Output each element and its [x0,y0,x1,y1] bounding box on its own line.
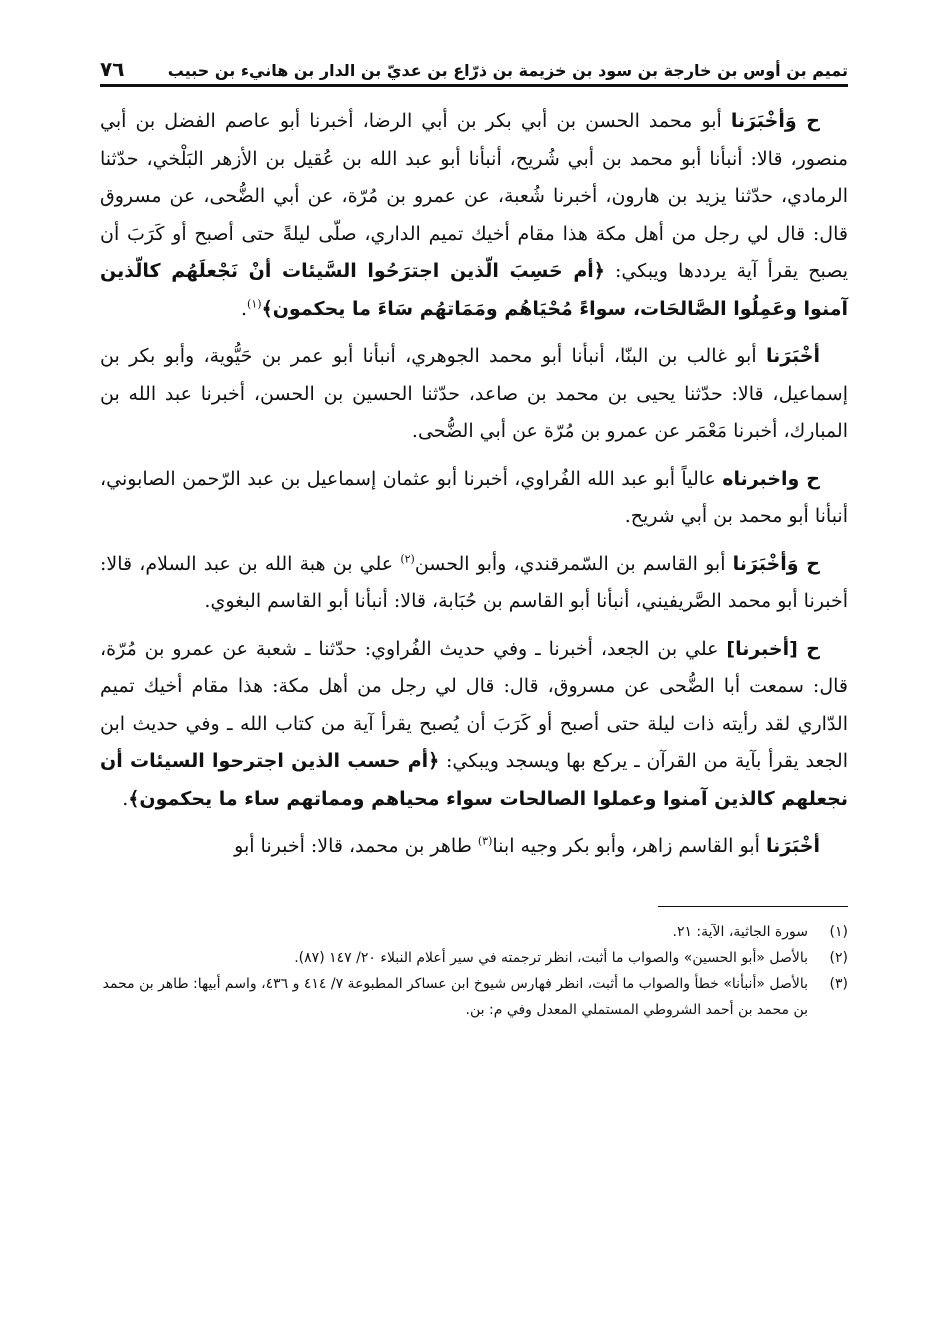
footnote-number: (٣) [829,975,848,992]
header-rule [100,84,848,87]
footnote-ref: (١) [247,297,262,311]
footnote-number: (١) [829,923,848,940]
paragraph-4 [100,546,848,621]
main-text [100,103,848,866]
paragraph-text: أبو القاسم زاهر، وأبو بكر وجيه ابنا [492,835,766,857]
quran-verse: ﴿أم حَسِبَ الّذين اجترَحُوا السَّيئات أنْ نَجْعلَهُم كالّذين آمنوا وعَمِلُوا الصَّالحَات، سواءً مُحْيَاهُم ومَمَاتهُم سَاءَ ما يحكمون﴾ [100,260,848,320]
isnad-lead: ح [أخبرنا] [726,637,820,660]
footnote-2 [100,945,848,971]
paragraph-text: أبو القاسم بن السّمرقندي، وأبو الحسن [414,552,733,575]
page-number: ٧٦ [100,57,125,81]
paragraph-tail: . [241,297,248,320]
footnote-text: سورة الجاثية، الآية: ٢١. [672,923,808,940]
paragraph-3 [100,461,848,536]
footnote-ref: (٢) [400,552,415,566]
paragraph-text-continued: علي بن هبة الله بن عبد السلام، قالا: أخبرنا أبو محمد الصَّريفيني، أنبأنا أبو القاسم بن حُبَابة، قالا: أنبأنا أبو القاسم البغوي. [100,552,848,612]
paragraph-text: عالياً أبو عبد الله الفُراوي، أخبرنا أبو عثمان إسماعيل بن عبد الرّحمن الصابوني، أنبأنا أبو محمد بن أبي شريح. [100,467,848,527]
paragraph-tail: . [122,787,129,810]
paragraph-text: علي بن الجعد، أخبرنا ـ وفي حديث الفُراوي: حدّثنا ـ شعبة عن عمرو بن مُرّة، قال: سمعت أبا الضُّحى عن مسروق، قال: قال لي رجل من أهل مكة: هذا مقام أخيك تميم الدّاري لقد رأيته ذات ليلة حتى أصبح أو كَرَبَ أن يُصبح يقرأ آية من كتاب الله ـ وفي حديث ابن الجعد يقرأ بآية من القرآن ـ يركع بها ويسجد ويبكي: [100,637,848,772]
paragraph-6 [100,828,848,866]
footnote-1 [100,919,848,945]
running-title: تميم بن أوس بن خارجة بن سود بن خزيمة بن ذرّاع بن عديّ بن الدار بن هانيء بن حبيب [167,61,848,81]
paragraph-2 [100,338,848,451]
isnad-lead: ح وَأخْبَرَنا [732,552,820,575]
footnote-text: بالأصل «أنبأنا» خطأ والصواب ما أثبت، انظر فهارس شيوخ ابن عساكر المطبوعة ٧/ ٤١٤ و ٤٣٦، واسم أبيها: طاهر بن محمد بن محمد بن أحمد الشروطي المستملي المعدل وفي م: بن. [102,975,808,1018]
footnote-text: بالأصل «أبو الحسين» والصواب ما أثبت، انظر ترجمته في سير أعلام النبلاء ٢٠/ ١٤٧ (٨٧). [294,949,808,966]
paragraph-text-continued: طاهر بن محمد، قالا: أخبرنا أبو [234,835,478,857]
footnote-rule [658,906,848,907]
footnote-ref: (٣) [477,834,493,848]
paragraph-5 [100,631,848,819]
footnotes [100,919,848,1023]
isnad-lead: ح وَأخْبَرَنا [730,110,820,132]
paragraph-text: أبو غالب بن البنّا، أنبأنا أبو محمد الجوهري، أنبأنا أبو عمر بن حَيُّوية، وأبو بكر بن إسماعيل، قالا: حدّثنا يحيى بن محمد بن صاعد، حدّثنا الحسين بن الحسن، أخبرنا عبد الله بن المبارك، أخبرنا مَعْمَر عن عمرو بن مُرّة عن أبي الضُّحى. [100,345,848,442]
paragraph-1 [100,103,848,328]
footnote-3 [100,971,848,1023]
isnad-lead: ح واخبرناه [722,467,820,490]
paragraph-text: أبو محمد الحسن بن أبي بكر بن أبي الرضا، أخبرنا أبو عاصم الفضل بن أبي منصور، قالا: أنبأنا أبو محمد بن أبي شُريح، أنبأنا أبو عبد الله بن عُقيل بن الأزهر البَلْخي، حدّثنا الرمادي، حدّثنا يزيد بن هارون، أخبرنا شُعبة، عن عمرو بن مُرّة، عن أبي الضُّحى، عن مسروق قال: قال لي رجل من أهل مكة هذا مقام أخيك تميم الداري، صلّى ليلةً حتى أصبح أو كَرَبَ أن يصبح يقرأ آية يرددها ويبكي: [100,110,848,282]
footnote-number: (٢) [829,949,848,966]
isnad-lead: أخْبَرَنا [765,345,820,367]
isnad-lead: أخْبَرَنا [765,835,820,857]
quran-verse: ﴿أم حسب الذين اجترحوا السيئات أن نجعلهم كالذين آمنوا وعملوا الصالحات سواء محياهم ومماتهم ساء ما يحكمون﴾ [100,750,848,810]
running-header [100,40,848,80]
